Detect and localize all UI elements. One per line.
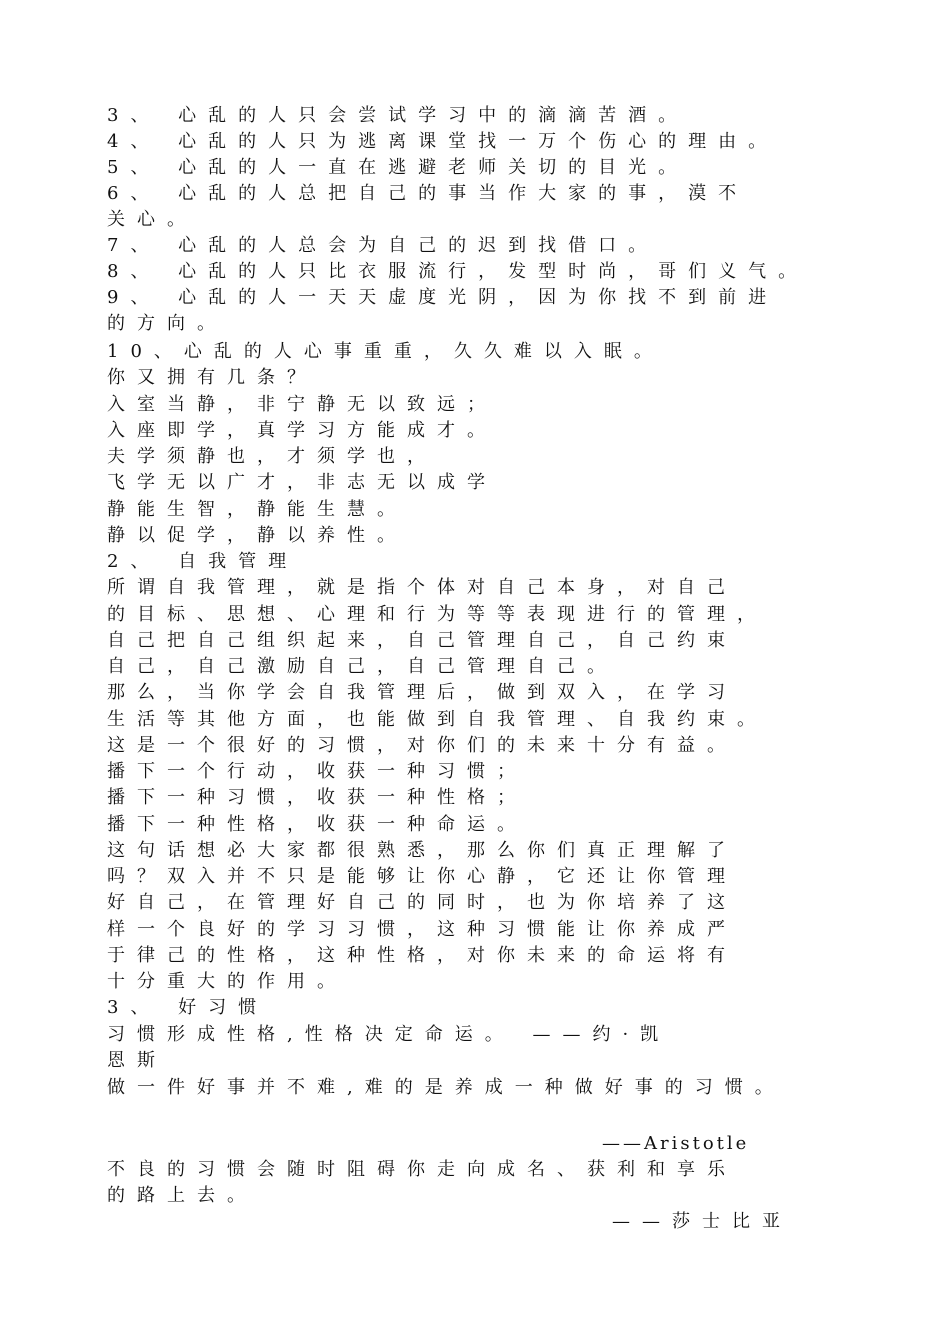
text-line: 这句话想必大家都很熟悉，那么你们真正理解了: [107, 840, 737, 861]
text-line: 这是一个很好的习惯，对你们的未来十分有益。: [107, 735, 737, 756]
text-line: 样一个良好的学习习惯，这种习惯能让你养成严: [107, 919, 737, 940]
text-line: 不良的习惯会随时阻碍你走向成名、获利和享乐: [107, 1159, 737, 1180]
text-line: 3、 心乱的人只会尝试学习中的滴滴苦酒。: [107, 105, 689, 126]
text-line: 7、 心乱的人总会为自己的迟到找借口。: [107, 235, 659, 256]
text-line: 夫学须静也，才须学也，: [107, 446, 437, 467]
text-line: 入室当静，非宁静无以致远；: [107, 394, 497, 415]
text-line: 2、 自我管理: [107, 551, 299, 572]
text-line: 的目标、思想、心理和行为等等表现进行的管理，: [107, 604, 767, 625]
text-line: 播下一种性格，收获一种命运。: [107, 814, 527, 835]
text-line: 9、 心乱的人一天天虚度光阴，因为你找不到前进: [107, 287, 779, 308]
text-line: 关心。: [107, 209, 197, 230]
text-line: 做一件好事并不难,难的是养成一种做好事的习惯。: [107, 1077, 785, 1098]
text-line: 自己把自己组织起来，自己管理自己，自己约束: [107, 630, 737, 651]
text-line: 播下一种习惯，收获一种性格；: [107, 787, 527, 808]
attribution-line: ——莎士比亚: [612, 1211, 792, 1232]
text-line: 你又拥有几条？: [107, 367, 317, 388]
text-line: 恩斯: [107, 1050, 167, 1071]
attribution-line: ——Aristotle: [602, 1133, 750, 1154]
text-line: 5、 心乱的人一直在逃避老师关切的目光。: [107, 157, 689, 178]
text-line: 吗？双入并不只是能够让你心静，它还让你管理: [107, 866, 737, 887]
text-line: 入座即学，真学习方能成才。: [107, 420, 497, 441]
text-line: 的路上去。: [107, 1185, 257, 1206]
text-line: 静能生智，静能生慧。: [107, 499, 407, 520]
text-line: 8、 心乱的人只比衣服流行，发型时尚，哥们义气。: [107, 261, 809, 282]
text-line: 播下一个行动，收获一种习惯；: [107, 761, 527, 782]
text-line: 6、 心乱的人总把自己的事当作大家的事，漠不: [107, 183, 749, 204]
text-line: 飞学无以广才，非志无以成学: [107, 472, 497, 493]
text-line: 习惯形成性格,性格决定命运。 ——约·凯: [107, 1024, 671, 1045]
text-line: 静以促学，静以养性。: [107, 525, 407, 546]
text-line: 4、 心乱的人只为逃离课堂找一万个伤心的理由。: [107, 131, 779, 152]
text-line: 好自己，在管理好自己的同时，也为你培养了这: [107, 892, 737, 913]
text-line: 所谓自我管理，就是指个体对自己本身，对自己: [107, 577, 737, 598]
text-line: 10、心乱的人心事重重，久久难以入眠。: [107, 341, 664, 362]
text-line: 3、 好习惯: [107, 997, 269, 1018]
text-line: 生活等其他方面，也能做到自我管理、自我约束。: [107, 709, 767, 730]
text-line: 的方向。: [107, 313, 227, 334]
text-line: 十分重大的作用。: [107, 971, 347, 992]
text-line: 于律己的性格，这种性格，对你未来的命运将有: [107, 945, 737, 966]
text-line: 自己，自己激励自己，自己管理自己。: [107, 656, 617, 677]
text-line: 那么，当你学会自我管理后，做到双入，在学习: [107, 682, 737, 703]
